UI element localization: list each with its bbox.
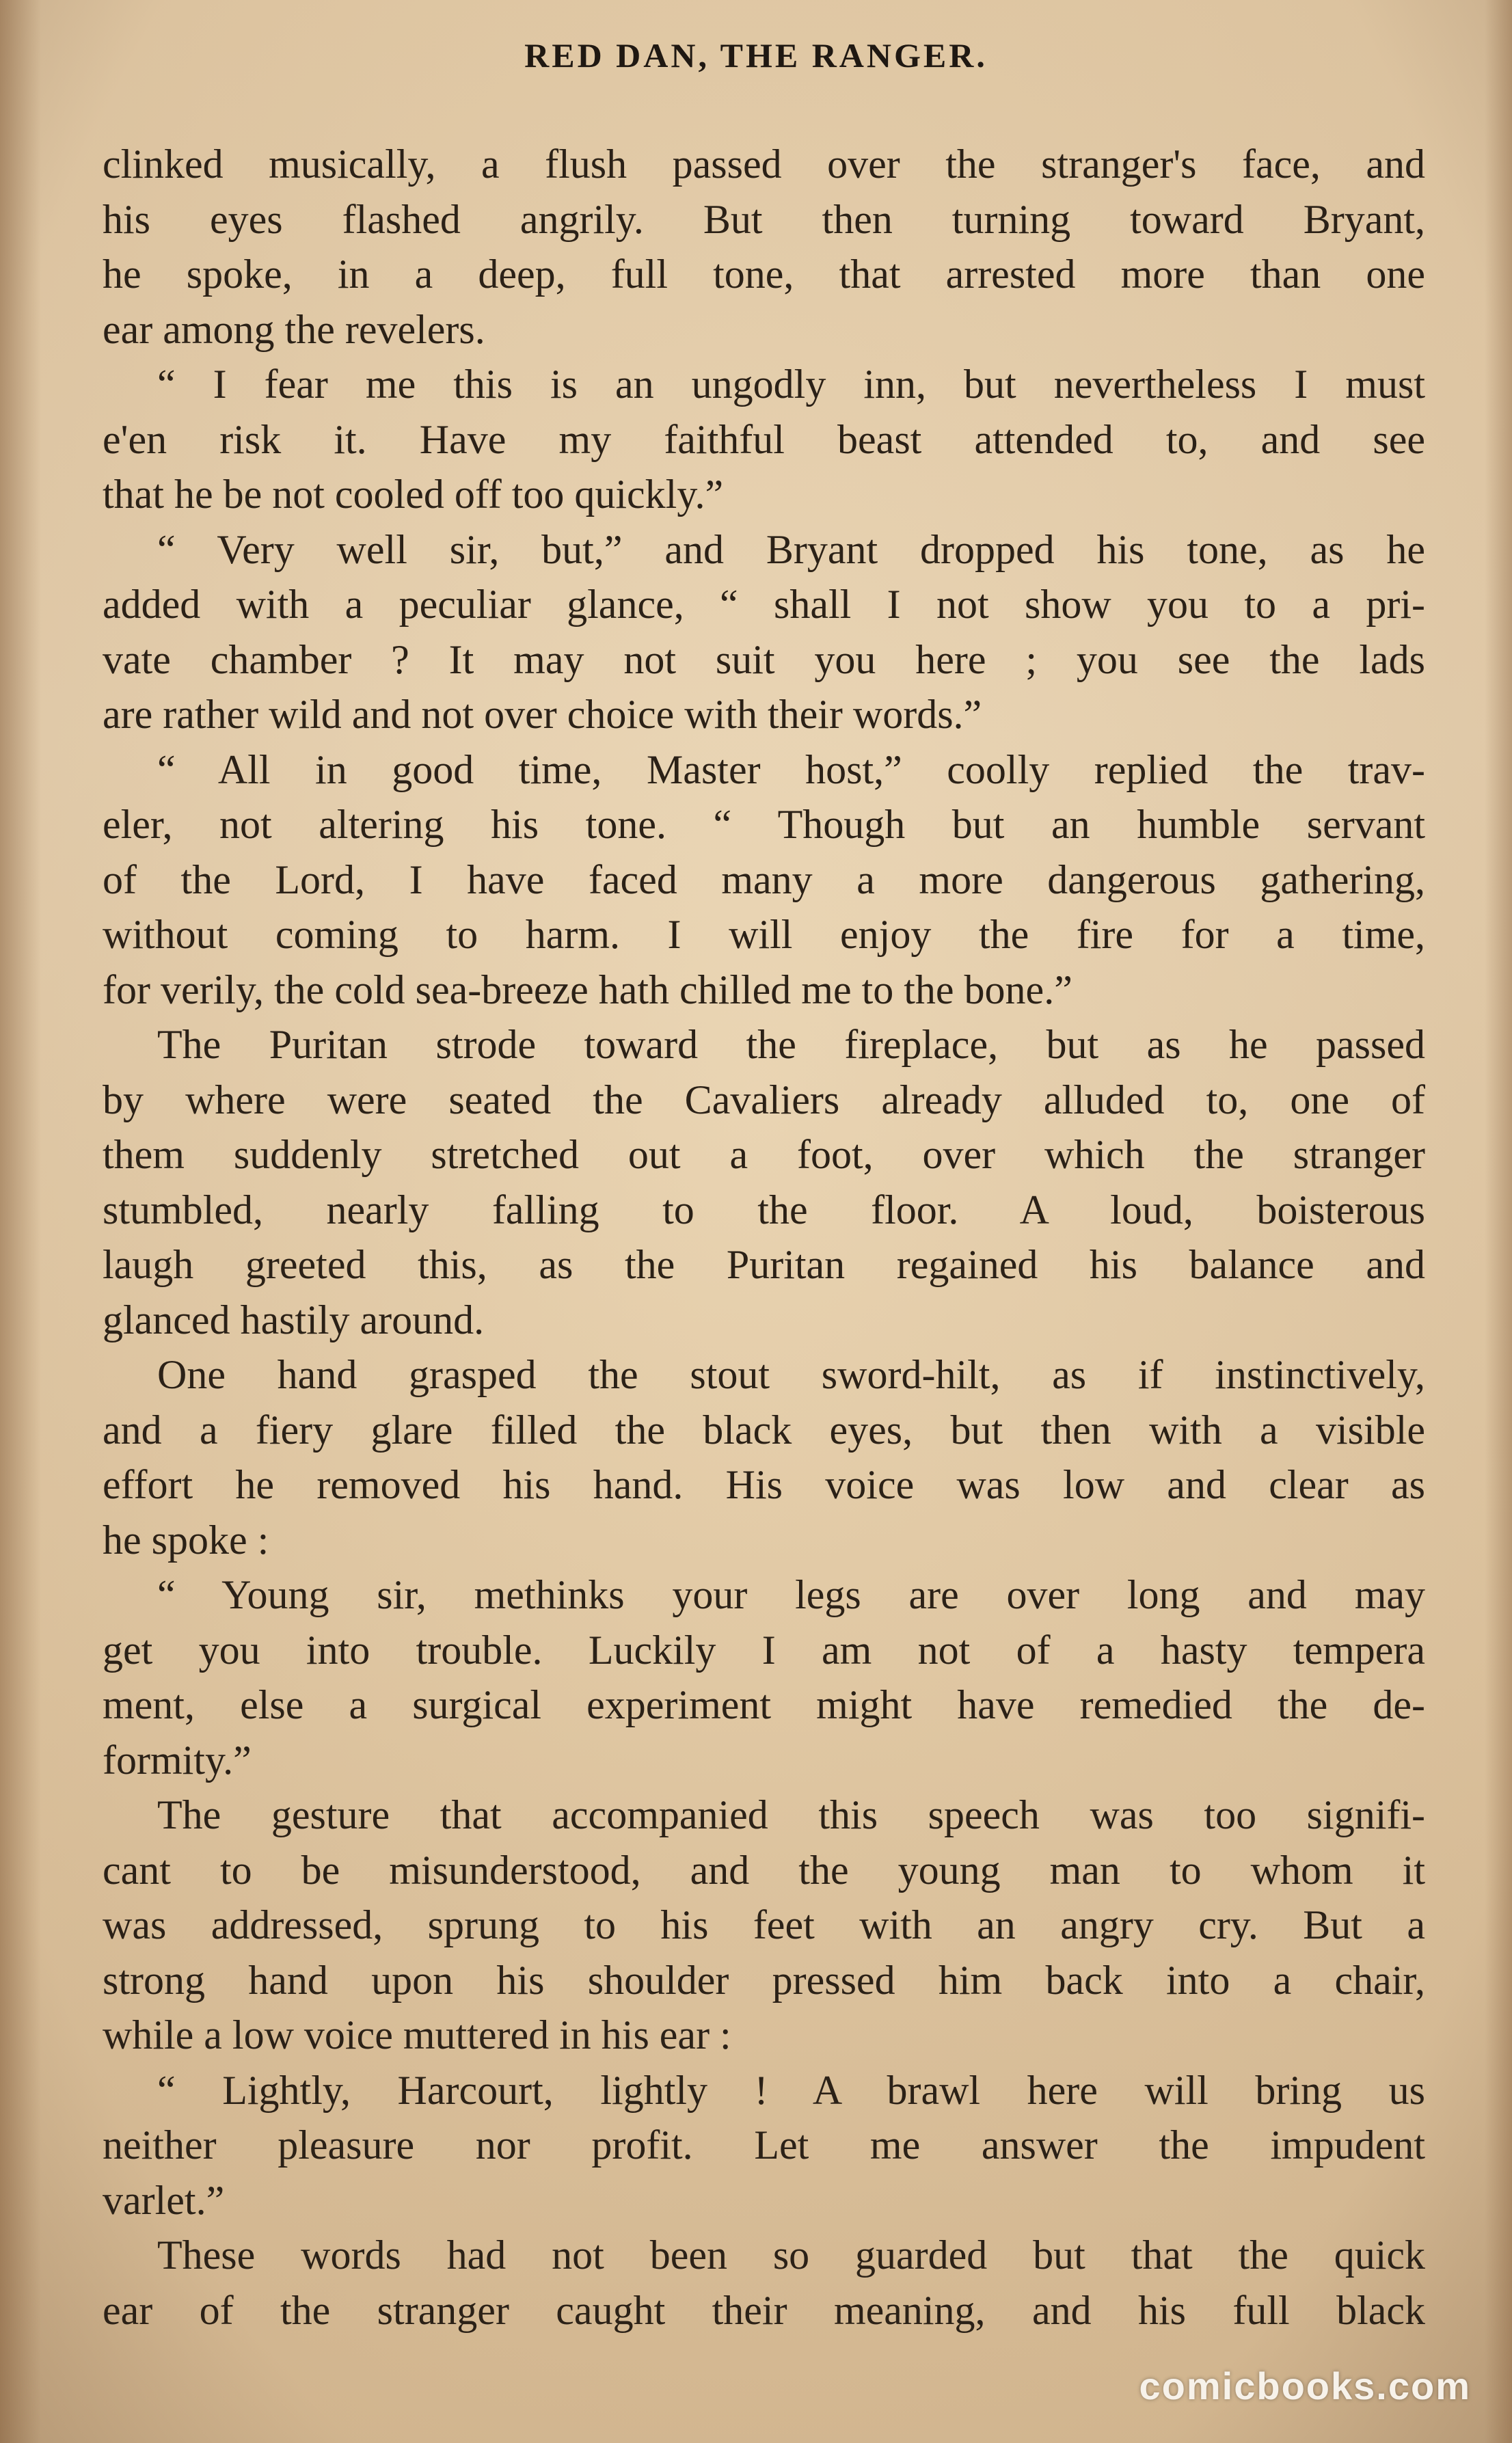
text-line: for verily, the cold sea-breeze hath chilled me to the bone.” [103,967,1072,1012]
text-line: get you into trouble. Luckily I am not of a hasty tempera [103,1627,1425,1673]
text-line: clinked musically, a flush passed over the stranger's face, and [103,141,1425,187]
body-text [103,137,1425,2338]
text-line: by where were seated the Cavaliers already alluded to, one of [103,1077,1425,1122]
text-line: The Puritan strode toward the fireplace, but as he passed [157,1022,1425,1067]
text-line: “ All in good time, Master host,” coolly replied the trav- [157,746,1425,792]
text-line: was addressed, sprung to his feet with an angry cry. But a [103,1902,1425,1947]
text-line: laugh greeted this, as the Puritan regained his balance and [103,1242,1425,1287]
text-line: strong hand upon his shoulder pressed him back into a chair, [103,1957,1425,2003]
text-line: glanced hastily around. [103,1297,485,1342]
text-line: e'en risk it. Have my faithful beast attended to, and see [103,416,1425,462]
running-head: RED DAN, THE RANGER. [524,36,988,75]
text-line: and a fiery glare filled the black eyes, but then with a visible [103,1407,1425,1453]
text-line: he spoke : [103,1517,269,1563]
page-edge-shadow-right [1485,0,1512,2443]
text-line: cant to be misunderstood, and the young man to whom it [103,1847,1425,1893]
text-line: varlet.” [103,2177,225,2223]
page-edge-shadow-left [0,0,41,2443]
text-line: One hand grasped the stout sword-hilt, as if instinctively, [157,1352,1425,1397]
text-line: The gesture that accompanied this speech was too signifi- [157,1792,1425,1837]
text-line: effort he removed his hand. His voice was low and clear as [103,1462,1425,1507]
text-line: “ I fear me this is an ungodly inn, but nevertheless I must [157,362,1425,407]
text-line: them suddenly stretched out a foot, over which the stranger [103,1132,1425,1177]
text-line: These words had not been so guarded but that the quick [157,2232,1425,2278]
text-line: of the Lord, I have faced many a more dangerous gathering, [103,856,1425,902]
text-line: that he be not cooled off too quickly.” [103,472,724,517]
watermark: comicbooks.com [1139,2364,1471,2407]
text-line: ear among the revelers. [103,306,485,352]
text-line: ment, else a surgical experiment might have remedied the de- [103,1682,1425,1727]
text-line: formity.” [103,1737,252,1783]
text-line: his eyes flashed angrily. But then turning toward Bryant, [103,196,1425,242]
text-line: he spoke, in a deep, full tone, that arrested more than one [103,252,1425,297]
text-line: neither pleasure nor profit. Let me answer the impudent [103,2122,1425,2168]
text-line: stumbled, nearly falling to the floor. A loud, boisterous [103,1187,1425,1232]
text-line: are rather wild and not over choice with their words.” [103,692,982,737]
text-line: eler, not altering his tone. “ Though but an humble servant [103,802,1425,847]
text-line: added with a peculiar glance, “ shall I not show you to a pri- [103,582,1425,627]
text-line: “ Young sir, methinks your legs are over long and may [157,1572,1425,1617]
text-line: without coming to harm. I will enjoy the fire for a time, [103,912,1425,957]
text-line: vate chamber ? It may not suit you here ; you see the lads [103,636,1425,682]
text-line: ear of the stranger caught their meaning, and his full black [103,2287,1425,2333]
text-line: “ Lightly, Harcourt, lightly ! A brawl here will bring us [157,2067,1425,2113]
text-line: while a low voice muttered in his ear : [103,2012,731,2057]
text-line: “ Very well sir, but,” and Bryant dropped his tone, as he [157,526,1425,572]
